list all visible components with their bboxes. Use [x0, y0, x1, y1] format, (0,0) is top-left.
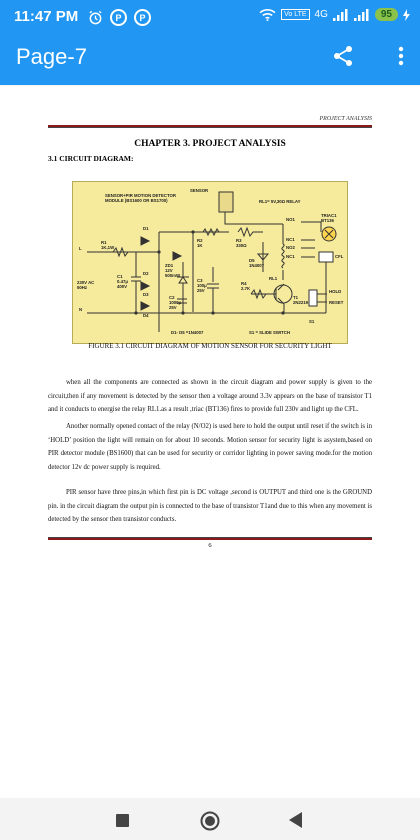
- switch-note: S1 = SLIDE SWITCH: [249, 330, 290, 335]
- signal-icon: [333, 9, 349, 21]
- paragraph-1-text: when all the components are connected as shown in the circuit diagram and power supply is given to the circuit,then if any movement is detected by the sensor then a voltage around 3.3v appears on the base of transistor T1 and it conducts to energise the relay RL1.as a result ,triac (BT136) fires to provide full 230v and light up the CFL.: [48, 379, 372, 414]
- s1-label: S1: [309, 319, 315, 324]
- d2-label: D2: [143, 271, 149, 276]
- page-number: 6: [208, 542, 212, 549]
- sensor-label: SENSOR: [190, 188, 209, 193]
- wifi-icon: [259, 8, 276, 21]
- relay-label: RL1= 5V,30Ω RELAY: [259, 199, 301, 204]
- nc1-label: NC1: [286, 237, 295, 242]
- more-options-icon[interactable]: [398, 46, 404, 66]
- d1-label: D1: [143, 226, 149, 231]
- system-icons: [259, 8, 410, 21]
- notification-icons: [88, 9, 151, 26]
- circuit-wiring: [73, 182, 349, 345]
- app-header: [0, 0, 420, 85]
- share-icon[interactable]: [332, 45, 354, 67]
- d3-label: D3: [143, 292, 149, 297]
- paragraph-2-text: Another normally opened contact of the relay (N/O2) is used here to hold the output until reset if the switch is in ‘HOLD’ position the light will remain on for about 10 seconds. Motion sensor for security light is asystem,based on PIR detector module (BS1600) that can be used for security or corridor lighting in power saving mode.for the motion detector 12v dc power supply is required.: [48, 423, 372, 471]
- p-app-icon: P: [110, 9, 127, 26]
- figure-caption: FIGURE 3.1 CIRCUIT DIAGRAM OF MOTION SENSOR FOR SECURITY LIGHT: [88, 342, 332, 350]
- r4-label: R4 2.7K: [241, 281, 251, 291]
- status-bar: [0, 0, 420, 34]
- alarm-icon: [88, 10, 103, 25]
- hold-label: HOLD: [329, 289, 342, 294]
- r3-label: R3 330Ω: [236, 238, 247, 248]
- section-title: 3.1 CIRCUIT DIAGRAM:: [48, 154, 134, 163]
- recents-button[interactable]: [116, 814, 129, 827]
- triac-label: TRIAC1 BT136: [321, 213, 337, 223]
- battery-level: 95: [375, 8, 398, 21]
- zd1-label: ZD1 12V 500mW: [165, 263, 181, 278]
- nc1b-label: NC1: [286, 254, 295, 259]
- neutral-label: N: [79, 307, 83, 312]
- chapter-title: CHAPTER 3. PROJECT ANALYSIS: [134, 139, 286, 149]
- network-type: 4G: [314, 9, 328, 20]
- r1-label: R1 1K,1W: [101, 240, 115, 250]
- module-title-label: SENSOR+PIR MOTION DETECTOR MODULE (BS1600 OR BS1700): [105, 193, 176, 203]
- no2-label: NO2: [286, 245, 295, 250]
- d5-label: D5 1N4007: [249, 258, 265, 268]
- t1-label: T1 2N2219: [293, 295, 309, 305]
- c2-label: C2 1000μ 25V: [169, 295, 182, 310]
- ac-source-label: 230V AC 50Hz: [77, 280, 95, 290]
- circuit-diagram: [72, 181, 348, 344]
- c1-label: C1 0.47μ 400V: [117, 274, 128, 289]
- back-button[interactable]: [289, 812, 303, 828]
- d4-label: D4: [143, 313, 149, 318]
- charging-icon: [403, 9, 410, 21]
- home-button[interactable]: [200, 811, 220, 831]
- c3-label: C3 100μ 25V: [197, 278, 207, 293]
- page-title: Page-7: [16, 44, 87, 69]
- status-time: 11:47 PM: [14, 8, 79, 25]
- no1-label: NO1: [286, 217, 295, 222]
- header-rule: [48, 125, 372, 128]
- paragraph-1: [48, 376, 372, 417]
- paragraph-2: [48, 420, 372, 474]
- diode-note: D1- D5 =1N4007: [171, 330, 204, 335]
- footer-rule: [48, 537, 372, 540]
- signal-icon-2: [354, 9, 370, 21]
- reset-label: RESET: [329, 300, 344, 305]
- rl1-label: RL1: [269, 276, 278, 281]
- paragraph-3: [48, 486, 372, 527]
- p-app-icon-2: P: [134, 9, 151, 26]
- navigation-bar: [0, 798, 420, 840]
- running-header: PROJECT ANALYSIS: [319, 116, 372, 122]
- r2-label: R2 1K: [197, 238, 203, 248]
- volte-badge: Vo LTE: [281, 9, 309, 20]
- line-label: L: [79, 246, 82, 251]
- paragraph-3-text: PIR sensor have three pins,in which first pin is DC voltage ,second is OUTPUT and third one is the GROUND pin. in the circuit diagram the output pin is connected to the base of transistor T1and due to this when any movement is detected by the sensor then transistor conducts.: [48, 489, 372, 524]
- cfl-label: CFL: [335, 254, 344, 259]
